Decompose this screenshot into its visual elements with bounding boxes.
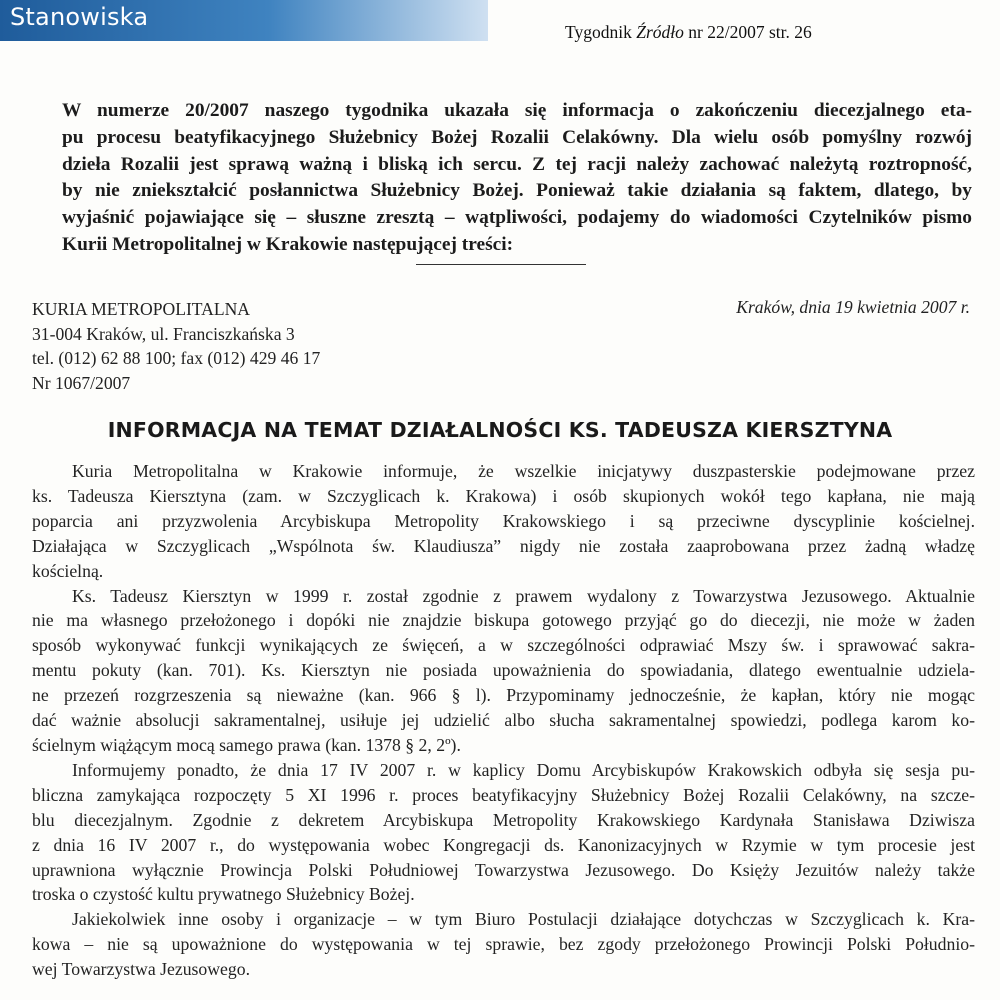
body-line: nie ma własnego przełożonego i dopóki nie znajdzie biskupa gotowego przyjąć go do diecezji, nie może w żaden — [32, 610, 975, 631]
body-line: troska o czystość kultu prywatnego Służebnicy Bożej. — [32, 884, 415, 905]
body-line: Kuria Metropolitalna w Krakowie informuje, że wszelkie inicjatywy duszpasterskie podejmowane przez — [72, 461, 975, 481]
body-line: Działająca w Szczyglicach „Wspólnota św. Klaudiusza” nigdy nie została zaaprobowana przez żadną władzę — [32, 535, 975, 556]
section-banner — [0, 0, 488, 41]
body-line: kościelną. — [32, 560, 104, 581]
source-prefix: Tygodnik — [565, 22, 637, 42]
body-line: dać ważnie absolucji sakramentalnej, usiłuje jej udzielić albo słucha sakramentalnej spowiedzi, podlega karom ko- — [32, 710, 975, 731]
divider — [416, 264, 586, 265]
letterhead-phone: tel. (012) 62 88 100; fax (012) 429 46 17 — [32, 348, 321, 369]
source-suffix: nr 22/2007 str. 26 — [683, 22, 812, 42]
body-line: poparcia ani przyzwolenia Arcybiskupa Metropolity Krakowskiego i są przeciwne dyscyplinie kościelnej. — [32, 510, 975, 531]
source-title: Źródło — [636, 22, 684, 42]
section-label: Stanowiska — [10, 3, 149, 31]
intro-line: wyjaśnić pojawiające się – słuszne zresztą – wątpliwości, podajemy do wiadomości Czytelników pismo — [62, 207, 972, 229]
letterhead-name: KURIA METROPOLITALNA — [32, 299, 251, 319]
body-line: kowa – nie są upoważnione do występowania w tej sprawie, bez zgody przełożonego Prowincji Polski Południo- — [32, 934, 975, 955]
intro-line: Kurii Metropolitalnej w Krakowie następującej treści: — [62, 233, 514, 255]
body-line: z dnia 16 IV 2007 r., do występowania wobec Kongregacji ds. Kanonizacyjnych w Rzymie w tym procesie jest — [32, 834, 975, 855]
publication-source — [565, 22, 812, 43]
letterhead — [32, 297, 320, 395]
intro-line: by nie zniekształcić posłannictwa Służebnicy Bożej. Ponieważ takie działania są faktem, dlatego, by — [62, 180, 972, 202]
body-line: blu diecezjalnym. Zgodnie z dekretem Arcybiskupa Metropolity Krakowskiego Kardynała Stanisława Dziwisza — [32, 809, 975, 830]
body-line: mentu pokuty (kan. 701). Ks. Kiersztyn nie posiada upoważnienia do spowiadania, dlatego ewentualnie udziela- — [32, 660, 975, 681]
letterhead-number: Nr 1067/2007 — [32, 372, 131, 393]
document-body — [32, 459, 975, 982]
intro-paragraph — [62, 98, 972, 259]
intro-line: pu procesu beatyfikacyjnego Służebnicy Bożej Rozalii Celakówny. Dla wielu osób pomyślny rozwój — [62, 126, 972, 148]
body-line: Jakiekolwiek inne osoby i organizacje – w tym Biuro Postulacji działające dotychczas w Szczyglicach k. Kra- — [72, 909, 975, 930]
letterhead-address: 31-004 Kraków, ul. Franciszkańska 3 — [32, 323, 295, 344]
body-line: ne przezeń rozgrzeszenia są nieważne (kan. 966 § l). Przypominamy jednocześnie, że kapłan, który nie mogąc — [32, 685, 975, 706]
body-line: wej Towarzystwa Jezusowego. — [32, 959, 250, 980]
body-line: sposób wykonywać funkcji wynikających ze święceń, a w szczególności odprawiać Mszy św. i sprawować sakra- — [32, 635, 975, 656]
place-date: Kraków, dnia 19 kwietnia 2007 r. — [736, 297, 970, 317]
document-heading: INFORMACJA NA TEMAT DZIAŁALNOŚCI KS. TADEUSZA KIERSZTYNA — [107, 418, 893, 442]
body-line: uprawniona wyłącznie Prowincja Polski Południowej Towarzystwa Jezusowego. Do Księży Jezuitów należy także — [32, 859, 975, 880]
body-line: Ks. Tadeusz Kiersztyn w 1999 r. został zgodnie z prawem wydalony z Towarzystwa Jezusowego. Aktualnie — [72, 585, 975, 606]
intro-line: dzieła Rozalii jest sprawą ważną i bliską ich sercu. Z tej racji należy zachować należytą roztropność, — [62, 153, 972, 175]
intro-line: W numerze 20/2007 naszego tygodnika ukazała się informacja o zakończeniu diecezjalnego eta- — [62, 100, 972, 121]
body-line: ks. Tadeusza Kiersztyna (zam. w Szczyglicach k. Krakowa) i osób skupionych wokół tego kapłana, nie mają — [32, 485, 975, 506]
body-line: bliczna zamykająca rozpoczęty 5 XI 1996 r. proces beatyfikacyjny Służebnicy Bożej Rozalii Celakówny, na szcze- — [32, 784, 975, 805]
body-line: Informujemy ponadto, że dnia 17 IV 2007 r. w kaplicy Domu Arcybiskupów Krakowskich odbyła się sesja pu- — [72, 759, 975, 780]
body-line: ścielnym wiążącym mocą samego prawa (kan. 1378 § 2, 2º). — [32, 734, 461, 755]
